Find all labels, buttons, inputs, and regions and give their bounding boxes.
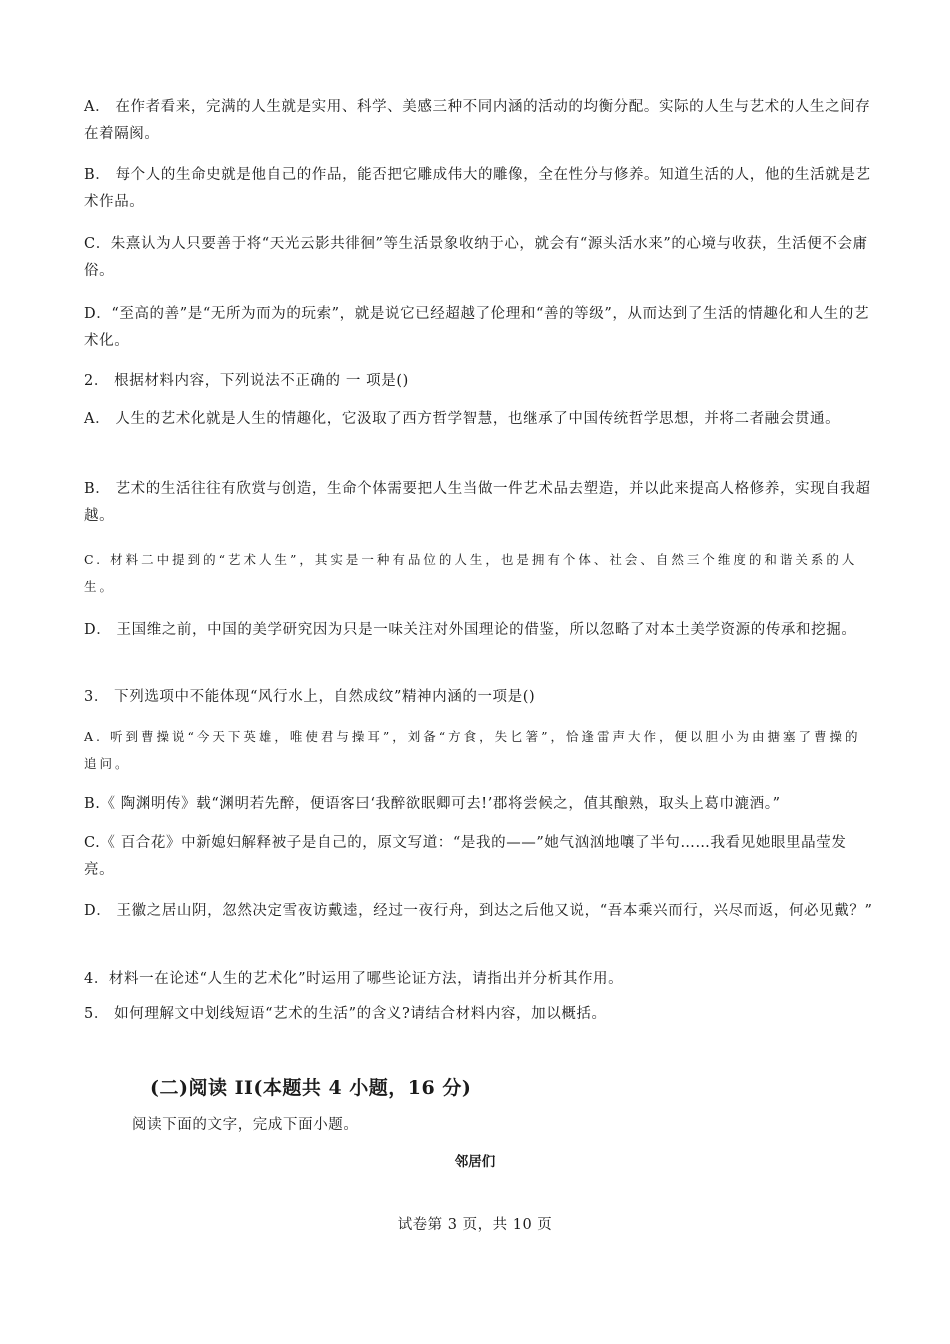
q5-stem: 5． 如何理解文中划线短语“艺术的生活”的含义?请结合材料内容，加以概括。 (84, 1006, 607, 1022)
q1-option-c: C．朱熹认为人只要善于将“天光云影共徘徊”等生活景象收纳于心，就会有“源头活水来”的心境与收获，生活便不会庸俗。 (84, 236, 868, 279)
q2-option-d: D． 王国维之前，中国的美学研究因为只是一味关注对外国理论的借鉴，所以忽略了对本土美学资源的传承和挖掘。 (84, 622, 857, 638)
q2-stem: 2． 根据材料内容，下列说法不正确的 一 项是() (84, 373, 409, 389)
q1-option-b: B． 每个人的生命史就是他自己的作品，能否把它雕成伟大的雕像，全在性分与修养。知道生活的人，他的生活就是艺术作品。 (84, 167, 871, 210)
q4-stem: 4．材料一在论述“人生的艺术化”时运用了哪些论证方法，请指出并分析其作用。 (84, 971, 624, 987)
q2-option-b: B． 艺术的生活往往有欣赏与创造，生命个体需要把人生当做一件艺术品去塑造，并以此来提高人格修养，实现自我超越。 (84, 481, 871, 524)
page-footer: 试卷第 3 页，共 10 页 (397, 1217, 553, 1233)
q3-option-d: D． 王徽之居山阴，忽然决定雪夜访戴逵，经过一夜行舟，到达之后他又说，“吾本乘兴而行，兴尽而返，何必见戴？” (84, 903, 873, 919)
article-title: 邻居们 (454, 1154, 496, 1170)
q1-option-d: D．“至高的善”是“无所为而为的玩索”，就是说它已经超越了伦理和“善的等级”，从而达到了生活的情趣化和人生的艺术化。 (84, 306, 870, 349)
q2-option-a: A． 人生的艺术化就是人生的情趣化，它汲取了西方哲学智慧，也继承了中国传统哲学思想，并将二者融会贯通。 (84, 411, 841, 427)
q1-option-a: A． 在作者看来，完满的人生就是实用、科学、美感三种不同内涵的活动的均衡分配。实际的人生与艺术的人生之间存在着隔阂。 (84, 99, 871, 142)
q3-option-c: C.《 百合花》中新媳妇解释被子是自己的，原文写道：“是我的——”她气汹汹地嚷了半句……我看见她眼里晶莹发亮。 (84, 835, 847, 878)
reading-instruction: 阅读下面的文字，完成下面小题。 (132, 1117, 359, 1133)
q3-stem: 3． 下列选项中不能体现“风行水上，自然成纹”精神内涵的一项是() (84, 689, 536, 705)
q3-option-a: A. 听到曹操说“今天下英雄，唯使君与操耳”，刘备“方食，失匕箸”，恰逢雷声大作，便以胆小为由搪塞了曹操的追问。 (84, 729, 861, 771)
q3-option-b: B.《 陶渊明传》载“渊明若先醉，便语客曰‘我醉欲眠卿可去!’郡将尝候之，值其酿熟，取头上葛巾漉酒。” (84, 796, 781, 812)
q2-option-c: C. 材料二中提到的“艺术人生”，其实是一种有品位的人生，也是拥有个体、社会、自然三个维度的和谐关系的人生。 (84, 552, 858, 594)
section-title: (二)阅读 II(本题共 4 小题，16 分) (150, 1077, 472, 1099)
